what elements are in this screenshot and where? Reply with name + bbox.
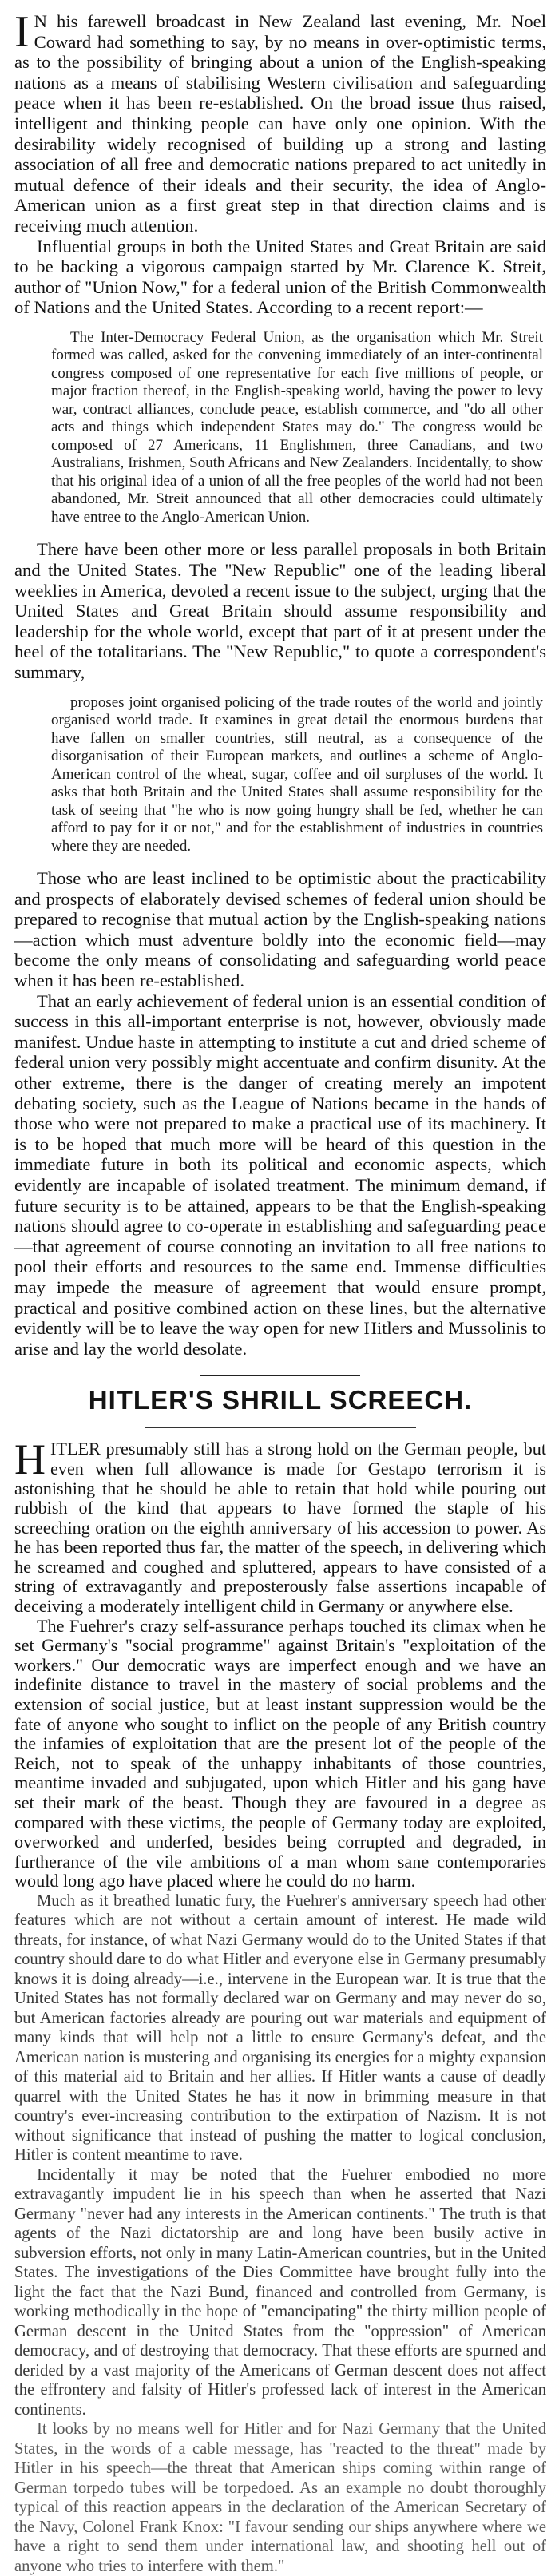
block-quote: proposes joint organised policing of the trade routes of the world and jointly organised world trade. It examines in great detail the enormous burdens that have fallen on smaller countries, still neutral, as a consequence of the disorganisation of their European markets, and outlines a scheme of Anglo-American control of the wheat, sugar, coffee and oil surpluses of the world. It asks that both Britain and the United States shall assume responsibility for the task of seeing that "he who is now going hungry shall be fed, whether he can afford to pay for it or not," and for the establishment of industries in countries where they are needed. — [51, 693, 543, 855]
paragraph-text: ITLER presumably still has a strong hold on the German people, but even when full allowance is made for Gestapo terrorism it is astonishing that he should be able to retain that hold while pouring out rubbish of the kind that appears to have formed the staple of his screeching oration on the eighth anniversary of his accession to power. As he has been reported thus far, the matter of the speech, in delivering which he screamed and coughed and spluttered, appears to have consisted of a string of extravagantly and preposterously false assertions incapable of deceiving a moderately intelligent child in Germany or anywhere else. — [14, 1439, 546, 1617]
article-paragraph: Incidentally it may be noted that the Fuehrer embodied no more extravagantly impudent lie in his speech than when he asserted that Nazi Germany "never had any interests in the American continents." The truth is that agents of the Nazi dictatorship are and long have been busily active in subversion efforts, not only in many Latin-American countries, but in the United States. The investigations of the Dies Committee have brought fully into the light the fact that the Nazi Bund, financed and controlled from Germany, is working methodically in the hope of "emancipating" the thirty million people of German descent in the United States from the "oppression" of American democracy, and of destroying that democracy. That these efforts are spurned and derided by a vast majority of the Americans of German descent does not affect the effrontery and falsity of Hitler's professed lack of interest in the American continents. — [14, 2165, 546, 2419]
heading-underline — [145, 1427, 416, 1428]
article-paragraph — [14, 7, 546, 236]
block-quote: The Inter-Democracy Federal Union, as the organisation which Mr. Streit formed was called, asked for the convening immediately of an inter-continental congress composed of one representative for each five millions of people, or major fraction thereof, in the English-speaking world, having the power to levy war, contract alliances, conclude peace, establish commerce, and "do all other acts and things which independent States may do." The congress would be composed of 27 Americans, 11 Englishmen, three Canadians, and two Australians, Irishmen, South Africans and New Zealanders. Incidentally, to show that his original idea of a union of all the free peoples of the world had not been abandoned, Mr. Streit announced that all other democracies could ultimately have entree to the Anglo-American Union. — [51, 328, 543, 526]
article-paragraph: Influential groups in both the United States and Great Britain are said to be backing a vigorous campaign started by Mr. Clarence K. Streit, author of "Union Now," for a federal union of the British Commonwealth of Nations and the United States. According to a recent report:— — [14, 236, 546, 318]
section-divider — [200, 1375, 360, 1376]
article-paragraph: The Fuehrer's crazy self-assurance perhaps touched its climax when he set Germany's "social programme" against Britain's "exploitation of the workers." Our democratic ways are imperfect enough and we have an indefinite distance to travel in the mastery of social problems and the extension of social justice, but at least instant suppression would be the fate of anyone who sought to inflict on the people of any British country the infamies of exploitation that are the present lot of the people of the Reich, not to speak of the unhappy inhabitants of those countries, meantime invaded and subjugated, upon which Hitler and his gang have set their mark of the beast. Though they are favoured in a degree as compared with these victims, the people of Germany today are exploited, overworked and underfed, besides being corrupted and degraded, in furtherance of the vile ambitions of a man whom sane contemporaries would long ago have placed where he could do no harm. — [14, 1615, 546, 1891]
heading-text: HITLER'S SHRILL SCREECH. — [88, 1385, 473, 1415]
article-paragraph: Much as it breathed lunatic fury, the Fuehrer's anniversary speech had other features which are not without a certain amount of interest. He made wild threats, for instance, of what Nazi Germany would do to the United States if that country should dare to do what Hitler and everyone else in Germany presumably knows it is doing already—i.e., intervene in the European war. It is true that the United States has not formally declared war on Germany and may never do so, but American factories already are pouring out war materials and equipment of many kinds that will help not a little to ensure Germany's defeat, and the American nation is mustering and organising its energies for a mighty expansion of this material aid to Britain and her allies. If Hitler wants a cause of deadly quarrel with the United States he has it now in brimming measure in that country's ever-increasing contribution to the extirpation of Nazism. It is not without significance that instead of pushing the matter to logical conclusion, Hitler is content meantime to rave. — [14, 1891, 546, 2165]
article-paragraph: Those who are least inclined to be optimistic about the practicability and prospects of elaborately devised schemes of federal union should be prepared to recognise that mutual action by the English-speaking nations—action which must adventure boldly into the economic field—may become the only means of consolidating and safeguarding world peace when it has been re-established. — [14, 868, 546, 991]
article-paragraph: It looks by no means well for Hitler and for Nazi Germany that the United States, in the words of a cable message, has "reacted to the threat" made by Hitler in his speech—the threat that American ships coming within range of German torpedo tubes will be torpedoed. As an example no doubt thoroughly typical of this reaction appears in the declaration of the American Secretary of the Navy, Colonel Frank Knox: "I favour sending our ships anywhere where we have a right to send them under international law, and shooting hell out of anyone who tries to interfere with them." — [14, 2420, 546, 2575]
article-paragraph: That an early achievement of federal union is an essential condition of success in this all-important enterprise is not, however, obviously made manifest. Undue haste in attempting to institute a cut and dried scheme of federal union very possibly might accentuate and confirm disunity. At the other extreme, there is the danger of creating merely an impotent debating society, such as the League of Nations became in the hands of those who were not prepared to make a practical use of its machinery. It is to be hoped that much more will be heard of this question in the immediate future in both its political and economic aspects, which evidently are incapable of isolated treatment. The minimum demand, if future security is to be attained, appears to be that the English-speaking nations should agree to co-operate in establishing and safeguarding peace—that agreement of course connoting an invitation to all free nations to pool their efforts and resources to the same end. Immense difficulties may impede the measure of agreement that would ensure prompt, practical and positive combined action on these lines, but the alternative evidently will be to leave the way open for new Hitlers and Mussolinis to arise and lay the world desolate. — [14, 990, 546, 1359]
article-hitler-speech — [14, 1384, 546, 2576]
article-paragraph: There have been other more or less parallel proposals in both Britain and the United States. The "New Republic" one of the leading liberal weeklies in America, devoted a recent issue to the subject, urging that the United States and Great Britain should assume responsibility and leadership for the whole world, except that part of it at present under the heel of the totalitarians. The "New Republic," to quote a correspondent's summary, — [14, 539, 546, 682]
drop-cap: I — [14, 7, 30, 57]
drop-cap: H — [14, 1435, 46, 1484]
paragraph-text: N his farewell broadcast in New Zealand last evening, Mr. Noel Coward had something to say, by no means in over-optimistic terms, as to the possibility of bringing about a union of the English-speaking nations as a means of stabilising Western civilisation and safeguarding peace when it has been re-established. On the broad issue thus raised, intelligent and thinking people can have only one opinion. With the desirability widely recognised of building up a strong and lasting association of all free and democratic nations prepared to act unitedly in mutual defence of their ideals and their security, the idea of Anglo-American union as a first great step in that direction claims and is receiving much attention. — [14, 11, 546, 236]
article-federal-union — [14, 7, 546, 1359]
article-heading — [14, 1384, 546, 1416]
article-paragraph — [14, 1435, 546, 1617]
